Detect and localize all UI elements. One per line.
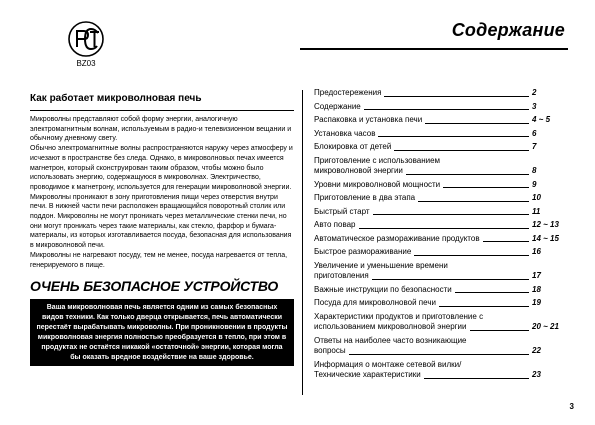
toc-line bbox=[314, 271, 566, 282]
toc-line bbox=[314, 102, 566, 113]
column-divider bbox=[302, 90, 303, 395]
toc-line bbox=[314, 312, 566, 323]
toc-item[interactable] bbox=[314, 312, 566, 333]
toc-leader-line bbox=[378, 136, 529, 137]
toc-page-number: 6 bbox=[532, 128, 537, 138]
intro-paragraph: Микроволны представляют собой форму энергии, аналогичную электромагнитным волнам, используемым в радио-и телевизионном вещании и обычному дневному свету. bbox=[30, 116, 292, 143]
toc-line bbox=[314, 234, 566, 245]
toc-item-label: Распаковка и установка печи bbox=[314, 115, 423, 124]
page-title: Содержание bbox=[451, 20, 565, 40]
toc-line bbox=[314, 346, 566, 357]
toc-leader-line bbox=[364, 109, 529, 110]
toc-page-number: 4 ~ 5 bbox=[532, 115, 551, 124]
toc-item[interactable] bbox=[314, 142, 566, 153]
toc-item-label: Блокировка от детей bbox=[314, 142, 392, 151]
toc-leader-line bbox=[373, 214, 529, 215]
heading-rule bbox=[30, 110, 294, 111]
toc-page-number: 16 bbox=[532, 247, 541, 256]
toc-item[interactable] bbox=[314, 180, 566, 191]
toc-page-number: 18 bbox=[532, 284, 541, 294]
toc-leader-line bbox=[394, 150, 529, 151]
toc-leader-line bbox=[418, 201, 529, 202]
safety-text: Ваша микроволновая печь является одним из самых безопасных видов техники. Как только дверца открывается, печь автоматически перестаёт вырабатывать микроволны. При проникновении в продукты микроволновая энергия полностью преобразуется в тепло, при этом в продуктах не остаётся никакой «остаточной» энергии, которая могла бы оказать вредное воздействие на ваше здоровье. bbox=[36, 304, 288, 362]
page-number: 3 bbox=[569, 402, 574, 411]
intro-text bbox=[30, 115, 294, 270]
toc-line bbox=[314, 247, 566, 258]
toc-item[interactable] bbox=[314, 336, 566, 357]
toc-line bbox=[314, 88, 566, 99]
toc-leader-line bbox=[425, 123, 529, 124]
toc-leader-line bbox=[470, 330, 530, 331]
toc-item-label: Авто повар bbox=[314, 220, 356, 229]
toc-line bbox=[314, 370, 566, 381]
toc-item[interactable] bbox=[314, 193, 566, 204]
toc-item-label: Содержание bbox=[314, 101, 361, 111]
toc-item[interactable] bbox=[314, 115, 566, 126]
left-column bbox=[30, 93, 294, 366]
toc-leader-line bbox=[384, 96, 529, 97]
toc-item[interactable] bbox=[314, 298, 566, 309]
intro-paragraph: Обычно электромагнитные волны распространяются наружу через атмосферу и исчезают в пространстве без следа. Однако, в микроволновых печах имеется магнетрон, который сконструирован таким образом, чтобы можно было использовать энергию, содержащуюся в микроволнах. Электричество, проводимое к магнетрону, используется для генерации микроволновой энергии. bbox=[30, 145, 293, 191]
toc-item-label: Информация о монтаже сетевой вилки/ bbox=[314, 359, 462, 369]
toc-leader-line bbox=[439, 306, 529, 307]
toc-item[interactable] bbox=[314, 247, 566, 258]
certification-code: BZ03 bbox=[76, 59, 96, 68]
toc-leader-line bbox=[359, 228, 530, 229]
toc-item-label: Быстрое размораживание bbox=[314, 247, 412, 256]
toc-item-label: микроволновой энергии bbox=[314, 166, 403, 175]
toc-leader-line bbox=[443, 187, 529, 188]
toc-leader-line bbox=[455, 292, 529, 293]
toc-page-number: 11 bbox=[532, 206, 541, 216]
toc-line bbox=[314, 156, 566, 167]
pct-certification-icon bbox=[66, 20, 106, 58]
toc-item-label: приготовления bbox=[314, 271, 369, 280]
toc-item[interactable] bbox=[314, 88, 566, 99]
toc-page-number: 10 bbox=[532, 193, 541, 202]
section-heading: Как работает микроволновая печь bbox=[30, 93, 202, 104]
toc-item-label: Технические характеристики bbox=[314, 370, 421, 379]
toc-leader-line bbox=[424, 378, 529, 379]
toc-line bbox=[314, 115, 566, 126]
title-rule bbox=[300, 48, 568, 50]
toc-line bbox=[314, 298, 566, 309]
toc-leader-line bbox=[414, 255, 529, 256]
toc-page-number: 19 bbox=[532, 298, 541, 307]
toc-item-label: Увеличение и уменьшение времени bbox=[314, 260, 448, 270]
toc-page-number: 8 bbox=[532, 166, 537, 175]
toc-line bbox=[314, 166, 566, 177]
toc-page-number: 22 bbox=[532, 346, 541, 355]
safety-heading: ОЧЕНЬ БЕЗОПАСНОЕ УСТРОЙСТВО bbox=[30, 278, 279, 295]
toc-page-number: 12 ~ 13 bbox=[532, 220, 559, 229]
toc-page-number: 14 ~ 15 bbox=[532, 233, 559, 243]
toc-item[interactable] bbox=[314, 285, 566, 296]
toc-item[interactable] bbox=[314, 102, 566, 113]
toc-item[interactable] bbox=[314, 360, 566, 381]
toc-line bbox=[314, 180, 566, 191]
toc-leader-line bbox=[483, 241, 529, 242]
toc-page-number: 7 bbox=[532, 142, 537, 151]
toc-page-number: 23 bbox=[532, 370, 541, 379]
toc-leader-line bbox=[372, 279, 529, 280]
toc-page-number: 2 bbox=[532, 88, 537, 97]
toc-page-number: 20 ~ 21 bbox=[532, 322, 559, 331]
toc-line bbox=[314, 261, 566, 272]
toc-line bbox=[314, 142, 566, 153]
toc-line bbox=[314, 322, 566, 333]
toc-item-label: Приготовление в два этапа bbox=[314, 193, 416, 202]
safety-box bbox=[30, 299, 294, 366]
toc-item[interactable] bbox=[314, 156, 566, 177]
table-of-contents bbox=[314, 88, 566, 384]
toc-item[interactable] bbox=[314, 207, 566, 218]
toc-item-label: использованием микроволновой энергии bbox=[314, 322, 467, 331]
toc-line bbox=[314, 129, 566, 140]
toc-leader-line bbox=[349, 354, 529, 355]
toc-leader-line bbox=[406, 174, 529, 175]
toc-page-number: 3 bbox=[532, 101, 537, 111]
toc-item-label: Характеристики продуктов и приготовление с bbox=[314, 311, 484, 321]
toc-item-label: Быстрый старт bbox=[314, 206, 370, 216]
toc-item-label: Уровни микроволновой мощности bbox=[314, 179, 441, 189]
toc-item[interactable] bbox=[314, 220, 566, 231]
toc-item-label: Важные инструкции по безопасности bbox=[314, 284, 452, 294]
toc-item-label: Предостережения bbox=[314, 88, 382, 97]
toc-page-number: 9 bbox=[532, 179, 537, 189]
toc-item[interactable] bbox=[314, 234, 566, 245]
toc-line bbox=[314, 360, 566, 371]
toc-item[interactable] bbox=[314, 129, 566, 140]
toc-item-label: вопросы bbox=[314, 346, 346, 355]
toc-line bbox=[314, 336, 566, 347]
intro-paragraph: Микроволны проникают в зону приготовления пищи через отверстия внутри печи. В нижней части печи расположен вращающийся поворотный столик или поддон. Микроволны не могут проникать через металлические стенки печи, но они могут проникать через такие материалы, как стекло, фарфор и бумага- материалы, из которых изготавливается посуда, безопасная для использования в микроволновой печи. bbox=[30, 193, 292, 250]
intro-paragraph: Микроволны не нагревают посуду, тем не менее, посуда нагревается от тепла, генерируемого в пище. bbox=[30, 251, 288, 269]
toc-item[interactable] bbox=[314, 261, 566, 282]
toc-item-label: Ответы на наиболее часто возникающие bbox=[314, 335, 467, 345]
toc-line bbox=[314, 193, 566, 204]
toc-line bbox=[314, 220, 566, 231]
toc-item-label: Автоматическое размораживание продуктов bbox=[314, 233, 480, 243]
certification-mark bbox=[66, 20, 106, 70]
toc-line bbox=[314, 285, 566, 296]
toc-item-label: Посуда для микроволновой печи bbox=[314, 298, 436, 307]
toc-item-label: Приготовление с использованием bbox=[314, 155, 441, 165]
toc-item-label: Установка часов bbox=[314, 128, 376, 138]
toc-line bbox=[314, 207, 566, 218]
toc-page-number: 17 bbox=[532, 271, 541, 280]
